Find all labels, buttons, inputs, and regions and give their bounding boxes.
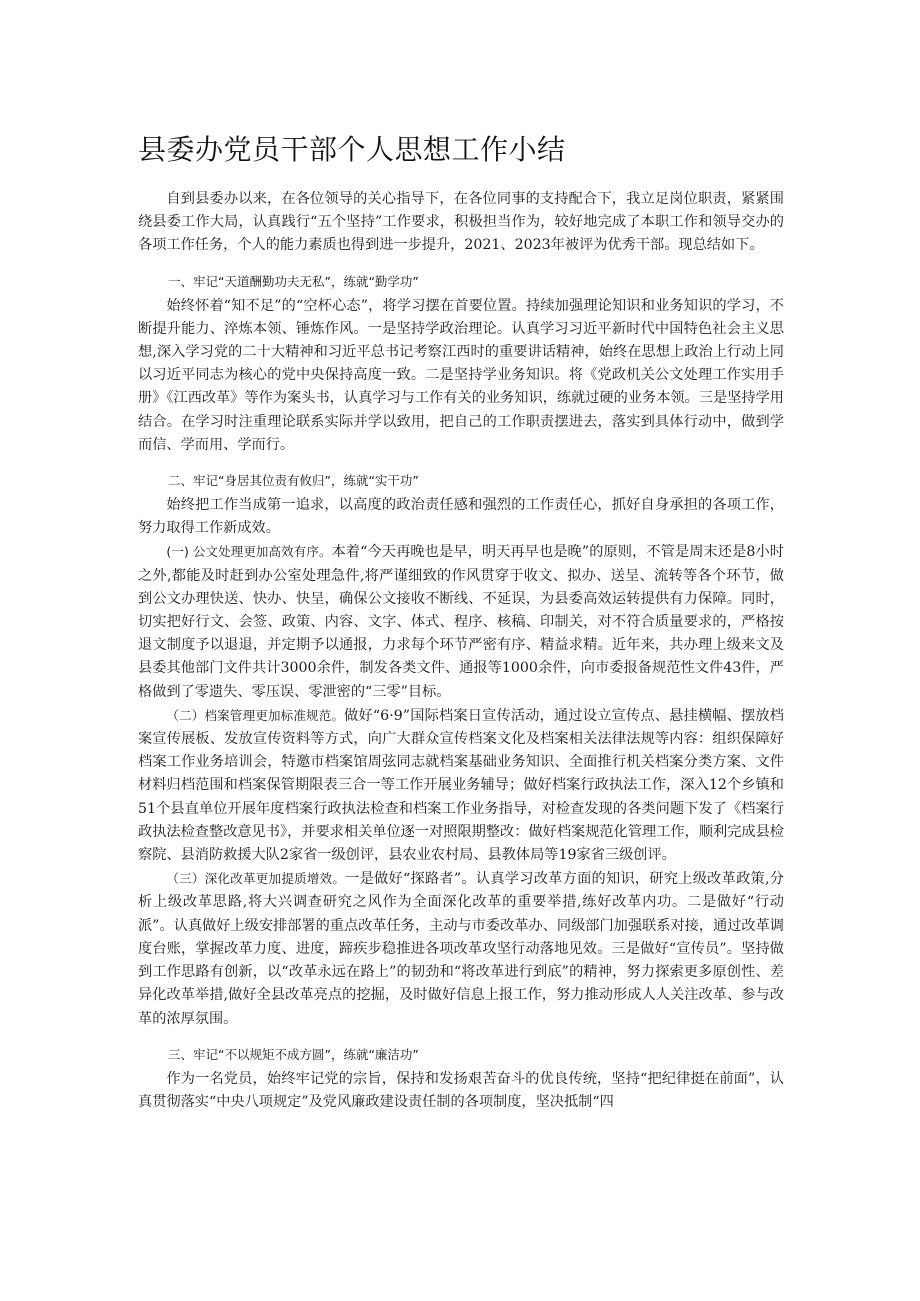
subsection-2-text: 做好“6·9”国际档案日宣传活动，通过设立宣传点、悬挂横幅、摆放档案宣传展板、发放宣传资料等方式，向广大群众宣传档案文化及档案相关法律法规等内容：组织保障好档案工作业务培训会，特邀市档案馆周弦同志就档案基础业务知识、全面推行机关档案分类方案、文件材料归档范围和档案保管期限表三合一等工作开展业务辅导；做好档案行政执法工作，深入12个乡镇和51个县直单位开展年度档案行政执法检查和档案工作业务指导，对检查发现的各类问题下发了《档案行政执法检查整改意见书》，并要求相关单位逐一对照限期整改：做好档案规范化管理工作，顺利完成县检察院、县消防救援大队2家省一级创评，县农业农村局、县教体局等19家省三级创评。 [138,707,784,864]
subsection-2-paragraph [138,704,784,867]
subsection-3-paragraph [138,867,784,1030]
section-heading-1: 一、牢记“天道酬勤功夫无私”，练就“勤学功” [168,273,419,289]
spacer [138,258,784,264]
document-title: 县委办党员干部个人思想工作小结 [138,133,566,166]
section-heading-3: 三、牢记“不以规矩不成方圆”，练就“廉洁功” [168,1046,419,1062]
subsection-1-paragraph [138,540,784,703]
spacer [138,457,784,463]
subsection-3-heading: （三）深化改革更加提质增效。 [166,871,346,887]
section-2-paragraph: 始终把工作当成第一追求，以高度的政治责任感和强烈的工作责任心，抓好自身承担的各项工作，努力取得工作新成效。 [138,497,784,537]
document-page [138,128,784,1114]
section-heading-2: 二、牢记“身居其位责有攸归”，练就“实干功” [168,473,419,489]
spacer [138,1031,784,1037]
subsection-1-heading: (一) 公文处理更加高效有序。 [166,544,332,560]
subsection-2-heading: （二）档案管理更加标准规范。 [166,707,345,723]
section-1-paragraph: 始终怀着“知不足”的“空杯心态”，将学习摆在首要位置。持续加强理论知识和业务知识的学习，不断提升能力、淬炼本领、锤炼作风。一是坚持学政治理论。认真学习习近平新时代中国特色社会主义思想,深入学习党的二十大精神和习近平总书记考察江西时的重要讲话精神，始终在思想上政治上行动上同以习近平同志为核心的党中央保持高度一致。二是坚持学业务知识。将《党政机关公文处理工作实用手册》《江西改革》等作为案头书，认真学习与工作有关的业务知识，练就过硬的业务本领。三是坚持学用结合。在学习时注重理论联系实际并学以致用，把自己的工作职责摆进去，落实到具体行动中，做到学而信、学而用、学而行。 [138,297,784,453]
section-3-paragraph: 作为一名党员，始终牢记党的宗旨，保持和发扬艰苦奋斗的优良传统，坚持“把纪律挺在前面”，认真贯彻落实“中央八项规定”及党风廉政建设责任制的各项制度，坚决抵制“四 [138,1070,784,1110]
subsection-1-text: 本着“今天再晚也是早，明天再早也是晚”的原则，不管是周末还是8小时之外,都能及时赶到办公室处理急件,将严谨细致的作风贯穿于收文、拟办、送呈、流转等各个环节，做到公文办理快送、快办、快呈，确保公文接收不断线、不延误，为县委高效运转提供有力保障。同时，切实把好行文、会签、政策、内容、文字、体式、程序、核稿、印制关，对不符合质量要求的，严格按退文制度予以退退，并定期予以通报，力求每个环节严密有序、精益求精。近年来，共办理上级来文及县委其他部门文件共计3000余件，制发各类文件、通报等1000余件，向市委报备规范性文件43件，严格做到了零遗失、零压误、零泄密的“三零”目标。 [138,544,784,700]
subsection-3-text: 一是做好“探路者”。认真学习改革方面的知识，研究上级改革政策,分析上级改革思路,将大兴调查研究之风作为全面深化改革的重要举措,练好改革内功。二是做好“行动派”。认真做好上级安排部署的重点改革任务，主动与市委改革办、同级部门加强联系对接，通过改革调度台账，掌握改革力度、进度，蹄疾步稳推进各项改革攻坚行动落地见效。三是做好“宣传员”。坚持做到工作思路有创新，以“改革永远在路上”的韧劲和“将改革进行到底”的精神，努力探索更多原创性、差异化改革举措,做好全县改革亮点的挖掘，及时做好信息上报工作，努力推动形成人人关注改革、参与改革的浓厚氛围。 [138,871,784,1027]
intro-paragraph: 自到县委办以来，在各位领导的关心指导下，在各位同事的支持配合下，我立足岗位职责，紧紧围绕县委工作大局，认真践行“五个坚持”工作要求，积极担当作为，较好地完成了本职工作和领导交办的各项工作任务，个人的能力素质也得到进一步提升，2021、2023年被评为优秀干部。现总结如下。 [138,191,784,254]
